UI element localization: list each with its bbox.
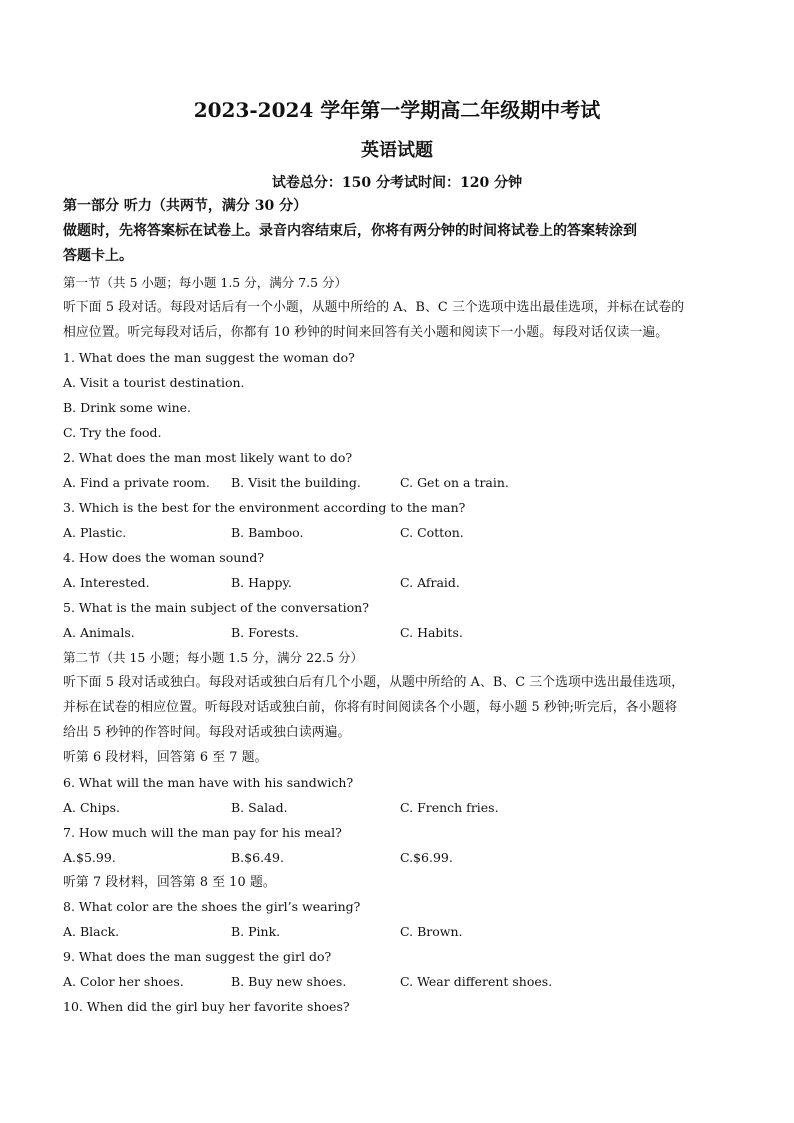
- question-5-option-a: A. Animals.: [63, 625, 135, 640]
- question-6-stem: 6. What will the man have with his sandwich?: [63, 775, 354, 790]
- question-10-stem: 10. When did the girl buy her favorite shoes?: [63, 999, 350, 1014]
- part1-heading: 第一部分 听力（共两节，满分 30 分）: [63, 198, 308, 214]
- question-6-option-a: A. Chips.: [63, 800, 120, 815]
- question-5-option-c: C. Habits.: [400, 625, 463, 640]
- question-2-option-a: A. Find a private room.: [63, 475, 210, 490]
- question-4-option-a: A. Interested.: [63, 575, 150, 590]
- question-1-option-c: C. Try the food.: [63, 425, 162, 440]
- section1-directions-line2: 相应位置。听完每段对话后，你都有 10 秒钟的时间来回答有关小题和阅读下一小题。每段对话仅读一遍。: [63, 325, 669, 340]
- question-1-option-a: A. Visit a tourist destination.: [63, 375, 245, 390]
- question-9-stem: 9. What does the man suggest the girl do?: [63, 949, 332, 964]
- question-4-stem: 4. How does the woman sound?: [63, 550, 265, 565]
- section2-directions-line3: 给出 5 秒钟的作答时间。每段对话或独白读两遍。: [63, 725, 351, 740]
- exam-info: 试卷总分：150 分考试时间：120 分钟: [271, 175, 523, 191]
- question-3-option-c: C. Cotton.: [400, 525, 464, 540]
- section2-directions-line1: 听下面 5 段对话或独白。每段对话或独白后有几个小题，从题中所给的 A、B、C 三个选项中选出最佳选项，: [63, 675, 685, 690]
- question-1-stem: 1. What does the man suggest the woman do?: [63, 350, 355, 365]
- part1-instruction-line1: 做题时，先将答案标在试卷上。录音内容结束后，你将有两分钟的时间将试卷上的答案转涂到: [63, 223, 637, 239]
- question-8-option-b: B. Pink.: [231, 924, 281, 939]
- question-3-option-b: B. Bamboo.: [231, 525, 304, 540]
- material-7-instruction: 听第 7 段材料，回答第 8 至 10 题。: [63, 875, 276, 890]
- question-9-option-c: C. Wear different shoes.: [400, 974, 553, 989]
- question-7-stem: 7. How much will the man pay for his meal?: [63, 825, 342, 840]
- question-7-option-a: A.$5.99.: [63, 850, 116, 865]
- material-6-instruction: 听第 6 段材料，回答第 6 至 7 题。: [63, 750, 268, 765]
- question-4-option-b: B. Happy.: [231, 575, 292, 590]
- question-6-option-c: C. French fries.: [400, 800, 499, 815]
- part1-instruction-line2: 答题卡上。: [63, 248, 133, 264]
- section2-directions-line2: 并标在试卷的相应位置。听每段对话或独白前，你将有时间阅读各个小题，每小题 5 秒钟;听完后，各小题将: [63, 700, 678, 715]
- question-8-option-c: C. Brown.: [400, 924, 463, 939]
- question-9-option-a: A. Color her shoes.: [63, 974, 184, 989]
- question-7-option-b: B.$6.49.: [231, 850, 284, 865]
- question-5-option-b: B. Forests.: [231, 625, 299, 640]
- question-1-option-b: B. Drink some wine.: [63, 400, 192, 415]
- section1-directions-line1: 听下面 5 段对话。每段对话后有一个小题，从题中所给的 A、B、C 三个选项中选出最佳选项，并标在试卷的: [63, 300, 685, 315]
- question-7-option-c: C.$6.99.: [400, 850, 453, 865]
- section2-heading: 第二节（共 15 小题；每小题 1.5 分，满分 22.5 分）: [63, 650, 363, 665]
- question-8-option-a: A. Black.: [63, 924, 120, 939]
- question-2-stem: 2. What does the man most likely want to do?: [63, 450, 353, 465]
- question-2-option-b: B. Visit the building.: [231, 475, 361, 490]
- subject-title: 英语试题: [361, 140, 433, 161]
- section1-heading: 第一节（共 5 小题；每小题 1.5 分，满分 7.5 分）: [63, 275, 348, 290]
- question-6-option-b: B. Salad.: [231, 800, 288, 815]
- question-3-option-a: A. Plastic.: [63, 525, 127, 540]
- exam-title: 2023-2024 学年第一学期高二年级期中考试: [193, 98, 601, 122]
- question-8-stem: 8. What color are the shoes the girl’s wearing?: [63, 899, 361, 914]
- question-2-option-c: C. Get on a train.: [400, 475, 509, 490]
- question-9-option-b: B. Buy new shoes.: [231, 974, 347, 989]
- question-3-stem: 3. Which is the best for the environment according to the man?: [63, 500, 466, 515]
- question-4-option-c: C. Afraid.: [400, 575, 460, 590]
- question-5-stem: 5. What is the main subject of the conversation?: [63, 600, 369, 615]
